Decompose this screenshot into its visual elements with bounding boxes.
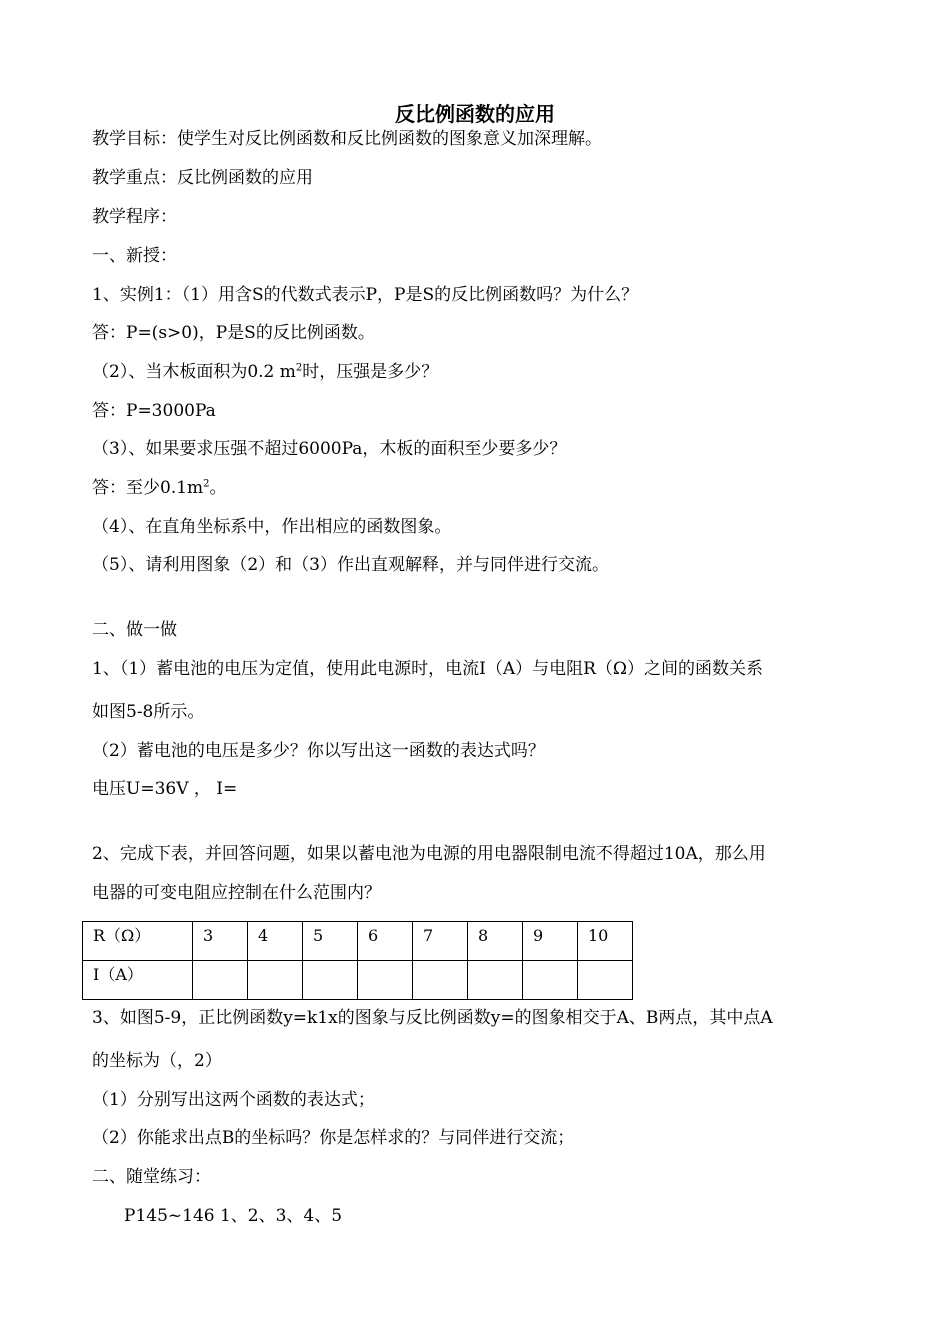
table-cell	[523, 961, 578, 1000]
table-cell: 5	[303, 922, 358, 961]
try-3-line-2: 的坐标为（，2）	[92, 1051, 222, 1071]
teaching-procedure: 教学程序：	[92, 207, 177, 227]
table-cell: 4	[248, 922, 303, 961]
question-4: （4）、在直角坐标系中，作出相应的函数图象。	[92, 517, 452, 537]
question-2-text-b: 时，压强是多少？	[302, 362, 439, 382]
answer-3-superscript: 2	[203, 478, 210, 490]
section-new-lesson: 一、新授：	[92, 246, 177, 266]
table-cell	[413, 961, 468, 1000]
try-3-line-1: 3、如图5-9，正比例函数y=k1x的图象与反比例函数y=的图象相交于A、B两点，其中点A	[92, 1008, 773, 1028]
example-1-question: 1、实例1：（1）用含S的代数式表示P，P是S的反比例函数吗？为什么？	[92, 285, 639, 305]
practice-pages: P145~146 1、2、3、4、5	[124, 1206, 343, 1226]
table-cell: 9	[523, 922, 578, 961]
try-1-voltage: 电压U=36V ， I=	[92, 779, 238, 799]
table-cell: I（A）	[83, 961, 193, 1000]
try-1-question-2: （2）蓄电池的电压是多少？你以写出这一函数的表达式吗？	[92, 741, 545, 761]
try-3-question-2: （2）你能求出点B的坐标吗？你是怎样求的？与同伴进行交流；	[92, 1128, 575, 1148]
table-cell	[358, 961, 413, 1000]
section-classroom-practice: 二、随堂练习：	[92, 1167, 211, 1187]
answer-2: 答：P=3000Pa	[92, 401, 216, 421]
try-3-question-1: （1）分别写出这两个函数的表达式；	[92, 1090, 375, 1110]
table-cell: R（Ω）	[83, 922, 193, 961]
table-cell: 10	[578, 922, 633, 961]
answer-3-text-a: 答：至少0.1m	[92, 478, 204, 498]
answer-3-text-b: 。	[209, 478, 227, 498]
table-cell	[303, 961, 358, 1000]
try-2-line-2: 电器的可变电阻应控制在什么范围内？	[92, 883, 381, 903]
page-title: 反比例函数的应用	[395, 102, 555, 126]
table-cell: 6	[358, 922, 413, 961]
table-cell: 8	[468, 922, 523, 961]
teaching-focus: 教学重点：反比例函数的应用	[92, 168, 313, 188]
question-5: （5）、请利用图象（2）和（3）作出直观解释，并与同伴进行交流。	[92, 555, 609, 575]
resistance-current-table	[82, 921, 633, 1000]
teaching-goal: 教学目标：使学生对反比例函数和反比例函数的图象意义加深理解。	[92, 129, 602, 149]
try-2-line-1: 2、完成下表，并回答问题，如果以蓄电池为电源的用电器限制电流不得超过10A，那么用	[92, 844, 766, 864]
question-2-text-a: （2）、当木板面积为0.2 m	[92, 362, 296, 382]
try-1-line-2: 如图5-8所示。	[92, 702, 205, 722]
table-row-current	[83, 961, 633, 1000]
table-row-resistance	[83, 922, 633, 961]
question-2-superscript: 2	[295, 362, 303, 374]
table-cell	[248, 961, 303, 1000]
table-cell: 7	[413, 922, 468, 961]
try-1-line-1: 1、（1）蓄电池的电压为定值，使用此电源时，电流I（A）与电阻R（Ω）之间的函数关系	[92, 659, 764, 679]
example-1-answer: 答：P=(s>0)，P是S的反比例函数。	[92, 323, 375, 343]
table-cell	[578, 961, 633, 1000]
table-cell: 3	[193, 922, 248, 961]
question-3: （3）、如果要求压强不超过6000Pa，木板的面积至少要多少？	[92, 439, 567, 459]
question-2	[92, 360, 438, 384]
table-cell	[193, 961, 248, 1000]
section-try-it: 二、做一做	[92, 620, 177, 640]
answer-3	[92, 476, 227, 500]
table-cell	[468, 961, 523, 1000]
